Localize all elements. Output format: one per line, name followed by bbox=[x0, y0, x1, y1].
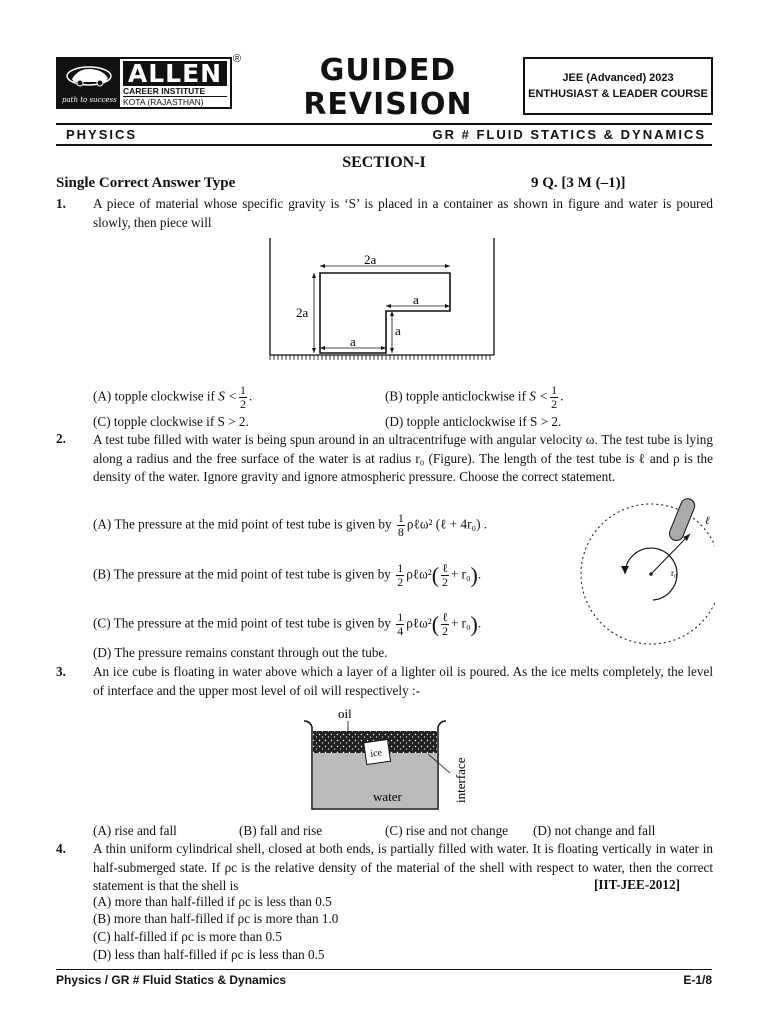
q2-option-c[interactable]: (C) The pressure at the mid point of test tube is given by $\frac{1}{4}$ ρℓω²( $\frac{\text{ℓ}}{2}$ + r₀). bbox=[93, 610, 482, 638]
q1-label-top: 2a bbox=[364, 252, 377, 267]
header-rule-top bbox=[56, 123, 712, 125]
course-line1: JEE (Advanced) 2023 bbox=[562, 72, 674, 84]
q1-option-c[interactable]: (C) topple clockwise if S > 2. bbox=[93, 414, 249, 429]
q3-figure bbox=[300, 703, 480, 821]
q1-label-left: 2a bbox=[296, 305, 309, 320]
q2-figure bbox=[565, 492, 715, 650]
q3-option-c[interactable]: (C) rise and not change bbox=[385, 823, 509, 838]
q4-option-a[interactable]: (A) more than half-filled if ρc is less than 0.5 bbox=[93, 894, 332, 909]
q2-option-b[interactable]: (B) The pressure at the mid point of test tube is given by $\frac{1}{2}$ ρℓω²( $\frac{\text{ℓ}}{2}$ + r₀). bbox=[93, 561, 482, 589]
q2-option-d[interactable]: (D) The pressure remains constant through out the tube. bbox=[93, 645, 388, 660]
footer-rule bbox=[56, 969, 712, 970]
footer-title: Physics / GR # Fluid Statics & Dynamics bbox=[56, 973, 287, 987]
logo-tagline: path to success bbox=[62, 96, 117, 104]
q2-label-len: ℓ bbox=[705, 515, 710, 527]
section-type: Single Correct Answer Type bbox=[56, 175, 236, 191]
q1-option-d[interactable]: (D) topple anticlockwise if S > 2. bbox=[385, 414, 562, 429]
q3-option-d[interactable]: (D) not change and fall bbox=[533, 823, 656, 838]
q3-option-a[interactable]: (A) rise and fall bbox=[93, 823, 177, 838]
q3-label-oil: oil bbox=[338, 706, 352, 721]
q3-label-water: water bbox=[373, 789, 402, 804]
q4-option-c[interactable]: (C) half-filled if ρc is more than 0.5 bbox=[93, 929, 282, 944]
logo-emblem bbox=[58, 59, 120, 107]
q4-reference: [IIT-JEE-2012] bbox=[594, 877, 680, 892]
q1-option-b[interactable]: (B) topple anticlockwise if S < $\frac{1}{2}$ . bbox=[385, 383, 564, 411]
q1-label-step: a bbox=[413, 292, 419, 307]
section-title: SECTION-I bbox=[342, 154, 426, 171]
logo-brand: ALLEN bbox=[123, 61, 227, 86]
title-revision: REVISION bbox=[303, 87, 473, 122]
q2-label-r: r₀ bbox=[671, 568, 678, 578]
q2-option-a[interactable]: (A) The pressure at the mid point of test tube is given by $\frac{1}{8}$ ρℓω² (ℓ + 4r₀) . bbox=[93, 511, 488, 539]
q1-label-bottom: a bbox=[350, 334, 356, 349]
q3-text: An ice cube is floating in water above which a layer of a lighter oil is poured. As the ice melts completely, the level of interface and the upper most level of oil will respectively :- bbox=[93, 664, 713, 698]
q1-option-a[interactable]: (A) topple clockwise if S < $\frac{1}{2}$ . bbox=[93, 383, 253, 411]
section-quantity: 9 Q. [3 M (–1)] bbox=[531, 175, 626, 191]
logo-line2: KOTA (RAJASTHAN) bbox=[123, 96, 227, 107]
topic-label: GR # FLUID STATICS & DYNAMICS bbox=[432, 127, 706, 142]
page-number: E-1/8 bbox=[683, 973, 712, 987]
allen-logo bbox=[56, 57, 232, 109]
logo-line1: CAREER INSTITUTE bbox=[123, 86, 206, 96]
subject-label: PHYSICS bbox=[66, 127, 138, 142]
q1-text: A piece of material whose specific gravity is ‘S’ is placed in a container as shown in figure and water is poured slowly, then piece will bbox=[93, 196, 713, 230]
q1-figure bbox=[262, 238, 502, 364]
q4-number: 4. bbox=[56, 841, 66, 856]
q1-label-step-v: a bbox=[395, 323, 401, 338]
q4-option-d[interactable]: (D) less than half-filled if ρc is less than 0.5 bbox=[93, 947, 325, 962]
course-box bbox=[523, 57, 713, 115]
q3-label-ice: ice bbox=[369, 747, 383, 760]
q4-option-b[interactable]: (B) more than half-filled if ρc is more than 1.0 bbox=[93, 911, 339, 926]
title-guided: GUIDED bbox=[319, 53, 457, 88]
q3-number: 3. bbox=[56, 664, 66, 679]
q3-label-interface: interface bbox=[453, 757, 468, 803]
q2-number: 2. bbox=[56, 431, 66, 446]
header-rule-bottom bbox=[56, 144, 712, 146]
q1-number: 1. bbox=[56, 196, 66, 211]
registered-mark: ® bbox=[233, 53, 242, 65]
q3-option-b[interactable]: (B) fall and rise bbox=[239, 823, 323, 838]
course-line2: ENTHUSIAST & LEADER COURSE bbox=[528, 88, 708, 100]
q2-text: A test tube filled with water is being spun around in an ultracentrifuge with angular velocity ω. The test tube is lying along a radius and the free surface of the water is at radius r₀ (Figure). The length of the test tube is ℓ and ρ is the density of the water. Ignore gravity and ignore atmospheric pressure. Choose the correct statement. bbox=[93, 432, 713, 484]
q4-text: A thin uniform cylindrical shell, closed at both ends, is partially filled with water. It is floating vertically in water in half-submerged state. If ρc is the relative density of the material of the shell with respect to water, then the correct statement is that the shell is bbox=[93, 841, 713, 893]
